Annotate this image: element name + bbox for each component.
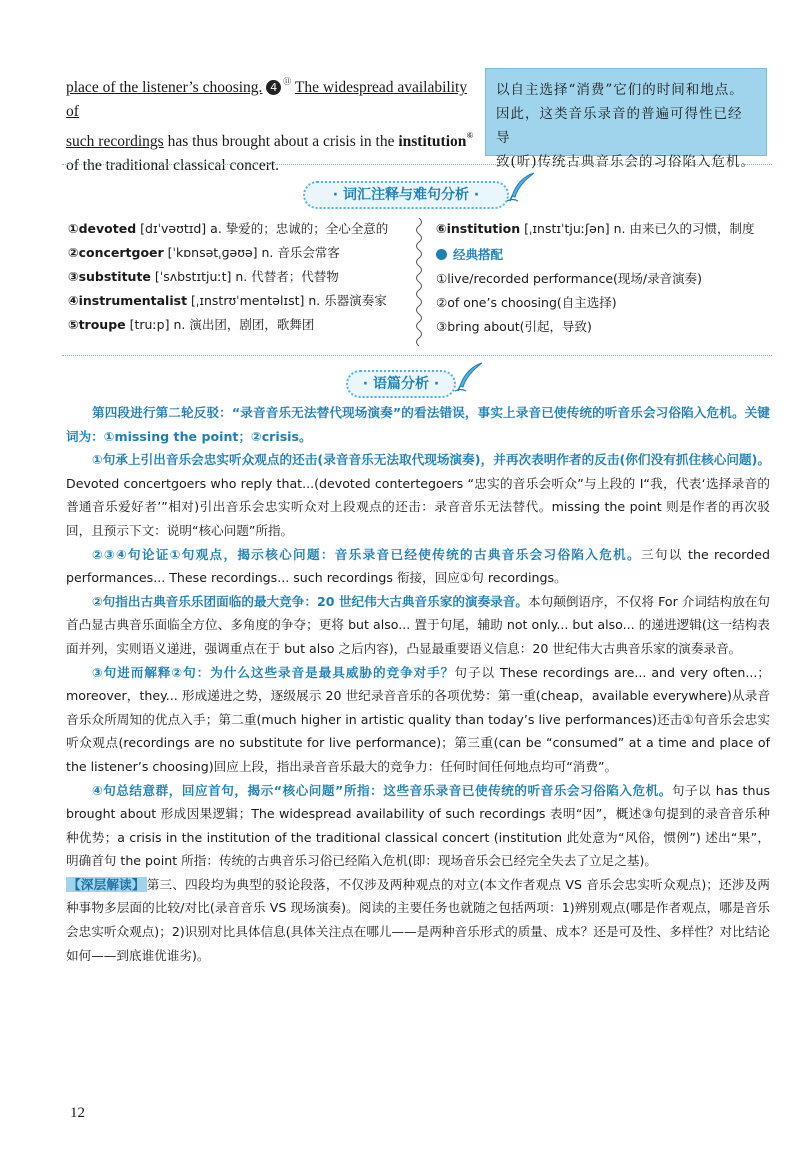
analysis-body <box>66 401 770 967</box>
deep-reading-label: 【深层解读】 <box>68 876 145 892</box>
collocation-item: ②of one’s choosing(自主选择) <box>436 295 617 310</box>
translation-line: 以自主选择“消费”它们的时间和地点。 <box>496 82 744 98</box>
vocab-item: ⑥institution [ˌɪnstɪˈtjuːʃən] n. 由来已久的习惯，制度 <box>436 221 755 236</box>
section-divider <box>62 355 772 356</box>
quill-pen-icon <box>504 170 538 204</box>
analysis-paragraph: 第四段进行第二轮反驳：“录音音乐无法替代现场演奏”的看法错误，事实上录音已使传统的听音乐会习俗陷入危机。关键词为：①missing the point；②crisis。 <box>66 405 770 444</box>
deep-reading-paragraph: 【深层解读】 第三、四段均为典型的驳论段落，不仅涉及两种观点的对立(本文作者观点 VS 音乐会忠实听众观点)；还涉及两种事物多层面的比较/对比(录音音乐 VS 现场演奏)。阅读的主要任务也就随之包括两项：1)辨别观点(哪是作者观点，哪是音乐会忠实听众观点)；2)识别对比具体信息(具体关注点在哪儿——是两种音乐形式的质量、成本？还是可及性、多样性？对比结论如何——到底谁优谁劣)。 <box>66 876 770 963</box>
vocab-list-right <box>436 217 766 339</box>
passage-line2-b: has thus brought about a crisis in the <box>163 133 399 150</box>
page-number: 12 <box>70 1105 85 1121</box>
vocab-item: ①devoted [dɪˈvəʊtɪd] a. 挚爱的；忠诚的；全心全意的 <box>68 221 389 236</box>
vocab-item: ③substitute [ˈsʌbstɪtjuːt] n. 代替者；代替物 <box>68 269 339 284</box>
spiral-divider-icon <box>412 216 426 348</box>
vocab-item: ②concertgoer [ˈkɒnsətˌɡəʊə] n. 音乐会常客 <box>68 245 340 260</box>
collocation-item: ③bring about(引起，导致) <box>436 319 592 334</box>
analysis-paragraph: ④句总结意群，回应首句，揭示“核心问题”所指：这些音乐录音已使传统的听音乐会习俗陷入危机。句子以 has thus brought about 形成因果逻辑；The widespread availability of such recordings 表明“因”，概述③句提到的录音音乐种种优势；a crisis in the institution of the traditional classical concert (institution 此处意为“风俗，惯例”) 述出“果”，明确首句 the point 所指：传统的古典音乐习俗已经陷入危机(即：现场音乐会已经完全失去了立足之基)。 <box>66 782 771 869</box>
passage-line3: of the traditional classical concert. <box>66 157 280 174</box>
vocab-section-title: · 词汇注释与难句分析 · <box>303 181 509 209</box>
vocab-item: ⑤troupe [truːp] n. 演出团，剧团，歌舞团 <box>68 317 315 332</box>
bullet-dot-icon <box>436 249 447 260</box>
translation-line: 致(听)传统古典音乐会的习俗陷入危机。 <box>496 154 756 170</box>
passage-keyword: institution <box>398 133 467 150</box>
footnote-marker: ⑪ <box>283 77 292 86</box>
analysis-paragraph: ②③④句论证①句观点，揭示核心问题：音乐录音已经使传统的古典音乐会习俗陷入危机。三句以 the recorded performances... These recordings... such recordings 衔接，回应①句 recordings。 <box>66 546 770 586</box>
analysis-section-title: · 语篇分析 · <box>346 370 456 398</box>
translation-box <box>485 68 767 170</box>
collocation-item: ①live/recorded performance(现场/录音演奏) <box>436 271 702 286</box>
passage-text <box>66 70 476 178</box>
passage-line2-a: such recordings <box>66 133 164 150</box>
sentence-number-badge: 4 <box>266 80 281 95</box>
analysis-paragraph: ③句进而解释②句：为什么这些录音是最具威胁的竞争对手？句子以 These recordings are... and very often...；moreover，they... 形成递进之势，逐级展示 20 世纪录音音乐的各项优势：第一重(cheap，available everywhere)从录音音乐众所周知的优点入手；第二重(much higher in artistic quality than today’s live performances)还击①句音乐会忠实听众观点(recordings are no substitute for live performance)；第三重(can be “consumed” at a time and place of the listener’s choosing)回应上段，指出录音音乐最大的竞争力：任何时间任何地点均可“消费”。 <box>66 664 770 774</box>
collocation-header: 经典搭配 <box>436 243 766 267</box>
analysis-paragraph: ①句承上引出音乐会忠实听众观点的还击(录音音乐无法取代现场演奏)，并再次表明作者的反击(你们没有抓住核心问题)。Devoted concertgoers who reply that...(devoted contertegoers “忠实的音乐会听众”与上段的 I“我，代表‘选择录音的普通音乐爱好者’”相对)引出音乐会忠实听众对上段观点的还击：录音音乐无法替代。missing the point 则是作者的再次驳回，且预示下文：说明“核心问题”所指。 <box>66 452 770 538</box>
vocab-list-left <box>68 217 408 337</box>
quill-pen-icon <box>452 360 486 394</box>
vocab-item: ④instrumentalist [ˌɪnstrʊˈmentəlɪst] n. 乐器演奏家 <box>68 293 387 308</box>
keyword-footnote: ⑥ <box>466 131 474 140</box>
translation-line: 因此，这类音乐录音的普遍可得性已经导 <box>496 106 743 146</box>
section-divider <box>62 164 772 165</box>
passage-line1-a: place of the listener’s choosing. <box>66 79 263 96</box>
passage-line1-b: The widespread availability of <box>66 79 468 120</box>
analysis-paragraph: ②句指出古典音乐乐团面临的最大竞争：20 世纪伟大古典音乐家的演奏录音。本句颠倒语序，不仅将 For 介词结构放在句首凸显古典音乐面临全方位、多角度的争夺；更将 but also... 置于句尾，辅助 not only... but also... 的递进逻辑(这一结构表面并列，实则语义递进，强调重点在于 but also 之后内容)，凸显最重要语义信息：20 世纪伟大古典音乐家的演奏录音。 <box>66 593 770 656</box>
